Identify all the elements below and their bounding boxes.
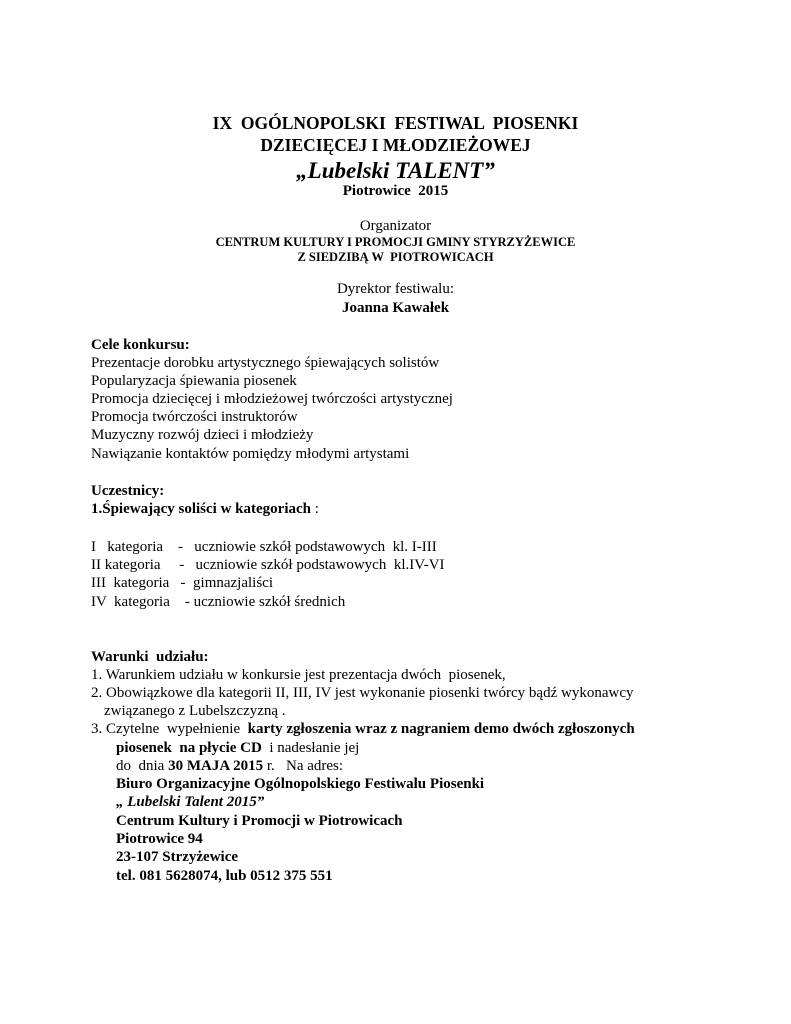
festival-title-line2: DZIECIĘCEJ I MŁODZIEŻOWEJ (260, 135, 531, 155)
category-row: III kategoria - gimnazjaliści (91, 575, 274, 591)
deadline-prefix: do dnia (116, 758, 169, 774)
organizer-label: Organizator (359, 218, 432, 234)
category-row: I kategoria - uczniowie szkół podstawowych kl. I-III (91, 539, 437, 555)
goal-item: Popularyzacja śpiewania piosenek (91, 373, 297, 389)
goal-item: Promocja twórczości instruktorów (91, 409, 298, 425)
condition-item-1: 1. Warunkiem udziału w konkursie jest prezentacja dwóch piosenek, (91, 667, 506, 683)
condition-item-2-line2: związanego z Lubelszczyzną . (104, 703, 286, 719)
deadline-date: 30 MAJA 2015 (168, 758, 264, 774)
condition-item-3-prefix: 3. Czytelne wypełnienie (91, 721, 248, 737)
category-row: IV kategoria - uczniowie szkół średnich (91, 594, 346, 610)
address-line4: Piotrowice 94 (116, 831, 203, 847)
participants-heading: Uczestnicy: (91, 483, 165, 499)
condition-item-2-line1: 2. Obowiązkowe dla kategorii II, III, IV jest wykonanie piosenki twórcy bądź wykonawcy (91, 685, 634, 701)
condition-item-3-cd: piosenek na płycie CD (116, 740, 262, 756)
condition-item-3-bold: karty zgłoszenia wraz z nagraniem demo dwóch zgłoszonych (247, 721, 635, 737)
address-line1: Biuro Organizacyjne Ogólnopolskiego Festiwalu Piosenki (116, 776, 485, 792)
deadline-suffix: r. Na adres: (263, 758, 344, 774)
conditions-heading: Warunki udziału: (91, 649, 209, 665)
goal-item: Promocja dziecięcej i młodzieżowej twórczości artystycznej (91, 391, 453, 407)
condition-item-3-line1 (91, 722, 635, 737)
address-line5: 23-107 Strzyżewice (116, 849, 239, 865)
goal-item: Muzyczny rozwój dzieci i młodzieży (91, 427, 314, 443)
festival-name: „Lubelski TALENT” (296, 158, 495, 183)
condition-item-3-line2 (116, 741, 359, 756)
condition-item-3-send: i nadesłanie jej (261, 740, 360, 756)
condition-item-3-line3 (116, 759, 343, 774)
director-name: Joanna Kawałek (341, 300, 450, 316)
address-line3: Centrum Kultury i Promocji w Piotrowicach (116, 813, 403, 829)
place-year: Piotrowice 2015 (342, 183, 449, 199)
organizer-line1: CENTRUM KULTURY I PROMOCJI GMINY STYRZYŻEWICE (215, 235, 576, 249)
participants-subheading-bold: 1.Śpiewający soliści w kategoriach (91, 501, 311, 517)
goals-heading: Cele konkursu: (91, 337, 190, 353)
category-row: II kategoria - uczniowie szkół podstawowych kl.IV-VI (91, 557, 445, 573)
participants-subheading-suffix: : (310, 501, 319, 517)
organizer-line2: Z SIEDZIBĄ W PIOTROWICACH (297, 250, 494, 264)
address-line2: „ Lubelski Talent 2015” (116, 794, 265, 810)
address-phone: tel. 081 5628074, lub 0512 375 551 (116, 868, 333, 884)
participants-subheading (91, 502, 319, 517)
director-label: Dyrektor festiwalu: (336, 281, 455, 297)
goal-item: Prezentacje dorobku artystycznego śpiewających solistów (91, 355, 440, 371)
festival-title-line1: IX OGÓLNOPOLSKI FESTIWAL PIOSENKI (212, 113, 579, 133)
goal-item: Nawiązanie kontaktów pomiędzy młodymi artystami (91, 446, 410, 462)
